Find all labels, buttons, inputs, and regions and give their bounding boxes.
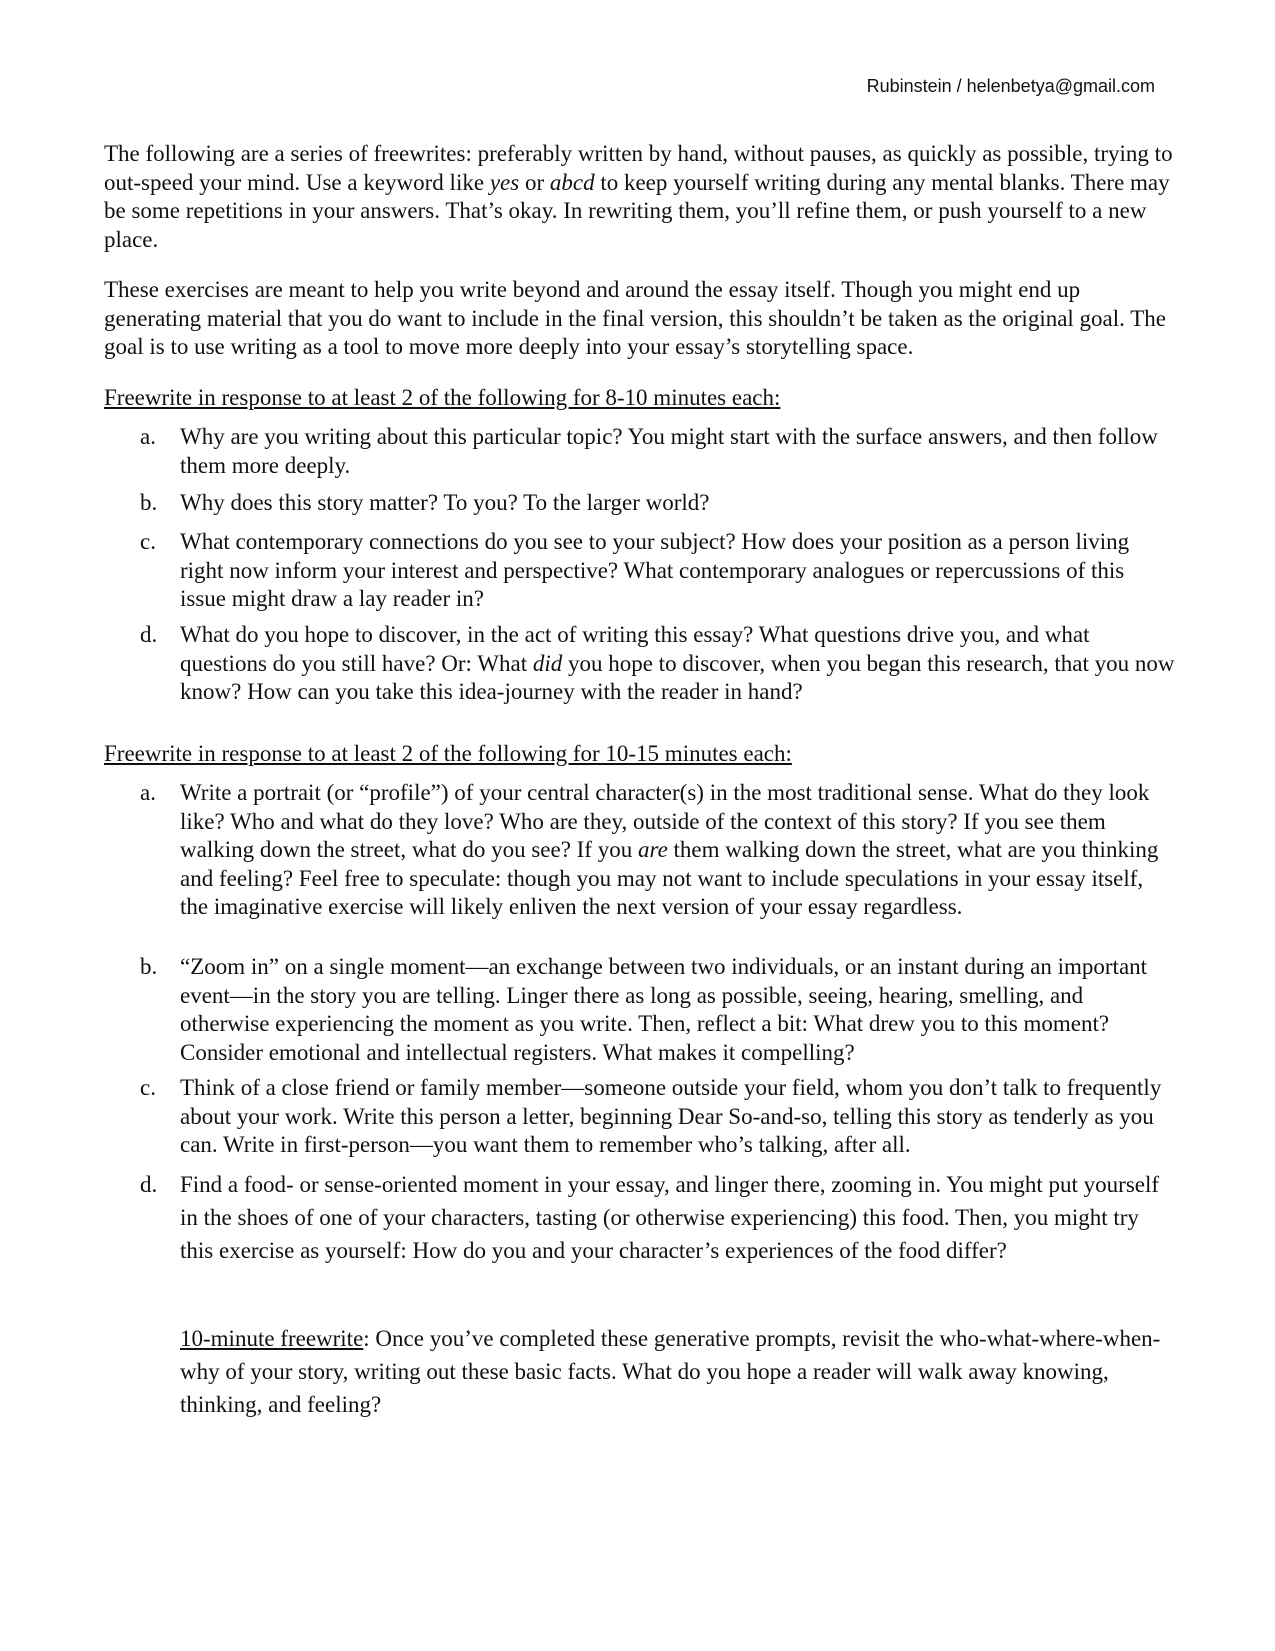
emphasis-are: are: [637, 837, 668, 862]
list-marker: b.: [140, 490, 158, 515]
text-part: them walking down the street, what are you thinking and feeling? Feel free to speculate: though you may not want to include speculations in your essay itself, the imaginative exercise will likely enliven the next version of your essay regardless.: [180, 837, 1159, 919]
list-marker: a.: [140, 780, 156, 805]
list-marker: d.: [140, 622, 158, 647]
list-item-text: Find a food- or sense-oriented moment in your essay, and linger there, zooming in. You might put yourself in the shoes of one of your characters, tasting (or otherwise experiencing) this food. Then, you might try this exercise as yourself: How do you and your character’s experiences of the food differ?: [180, 1172, 1160, 1263]
list-marker: d.: [140, 1172, 158, 1197]
list-item-text: [180, 621, 1175, 707]
intro-text: The following are a series of freewrites: preferably written by hand, without pauses, as quickly as possible, trying to out-speed your mind. Use a keyword like: [104, 141, 1173, 195]
section-1-heading: Freewrite in response to at least 2 of the following for 8-10 minutes each:: [104, 385, 781, 410]
keyword-abcd: abcd: [549, 169, 595, 195]
section-1-item-b: [140, 489, 1175, 518]
intro-text: or: [519, 169, 550, 195]
list-marker: c.: [140, 529, 156, 554]
list-item-text: What contemporary connections do you see to your subject? How does your position as a person living right now inform your interest and perspective? What contemporary analogues or repercussions of this issue might draw a lay reader in?: [180, 529, 1130, 611]
list-item-text: [180, 779, 1175, 922]
list-item-text: Why does this story matter? To you? To the larger world?: [180, 490, 710, 515]
text-part: you hope to discover, when you began this research, that you now know? How can you take this idea-journey with the reader in hand?: [180, 650, 1175, 704]
list-item-text: “Zoom in” on a single moment—an exchange between two individuals, or an instant during an important event—in the story you are telling. Linger there as long as possible, seeing, hearing, smelling, and otherwise experiencing the moment as you write. Then, reflect a bit: What drew you to this moment? Consider emotional and intellectual registers. What makes it compelling?: [180, 954, 1148, 1065]
list-marker: c.: [140, 1075, 156, 1100]
emphasis-did: did: [532, 650, 563, 676]
section-2-item-a: [140, 779, 1175, 922]
final-freewrite-text: : Once you’ve completed these generative prompts, revisit the who-what-where-when-why of your story, writing out these basic facts. What do you hope a reader will walk away knowing, thinking, and feeling?: [180, 1326, 1161, 1417]
intro-paragraph-1: [104, 140, 1174, 254]
section-2-item-c: [140, 1074, 1175, 1160]
keyword-yes: yes: [489, 169, 520, 195]
section-1-item-d: [140, 621, 1175, 707]
final-freewrite-paragraph: [180, 1322, 1175, 1421]
text-part: Write a portrait (or “profile”) of your central character(s) in the most traditional sense. What do they look like? Who and what do they love? Who are they, outside of the context of this story? If you see them walking down the street, what do you see? If you: [180, 780, 1150, 862]
section-2-item-b: [140, 953, 1175, 1067]
section-2-heading: Freewrite in response to at least 2 of the following for 10-15 minutes each:: [104, 741, 792, 766]
header-author-email: Rubinstein / helenbetya@gmail.com: [866, 76, 1155, 96]
text-part: What do you hope to discover, in the act of writing this essay? What questions drive you, and what questions do you still have? Or: What: [180, 622, 1090, 676]
section-2-item-d: [140, 1168, 1175, 1267]
list-item-text: Why are you writing about this particular topic? You might start with the surface answers, and then follow them more deeply.: [180, 424, 1158, 478]
list-marker: b.: [140, 954, 158, 979]
intro-paragraph-2: These exercises are meant to help you write beyond and around the essay itself. Though you might end up generating material that you do want to include in the final version, this shouldn’t be taken as the original goal. The goal is to use writing as a tool to move more deeply into your essay’s storytelling space.: [104, 277, 1166, 359]
list-item-text: Think of a close friend or family member—someone outside your field, whom you don’t talk to frequently about your work. Write this person a letter, beginning Dear So-and-so, telling this story as tenderly as you can. Write in first-person—you want them to remember who’s talking, after all.: [180, 1075, 1162, 1157]
list-marker: a.: [140, 424, 156, 449]
section-1-item-c: [140, 528, 1175, 614]
section-1-item-a: [140, 423, 1175, 480]
final-freewrite-label: 10-minute freewrite: [180, 1326, 364, 1351]
intro-text: to keep yourself writing during any mental blanks. There may be some repetitions in your answers. That’s okay. In rewriting them, you’ll refine them, or push yourself to a new place.: [104, 169, 1170, 252]
